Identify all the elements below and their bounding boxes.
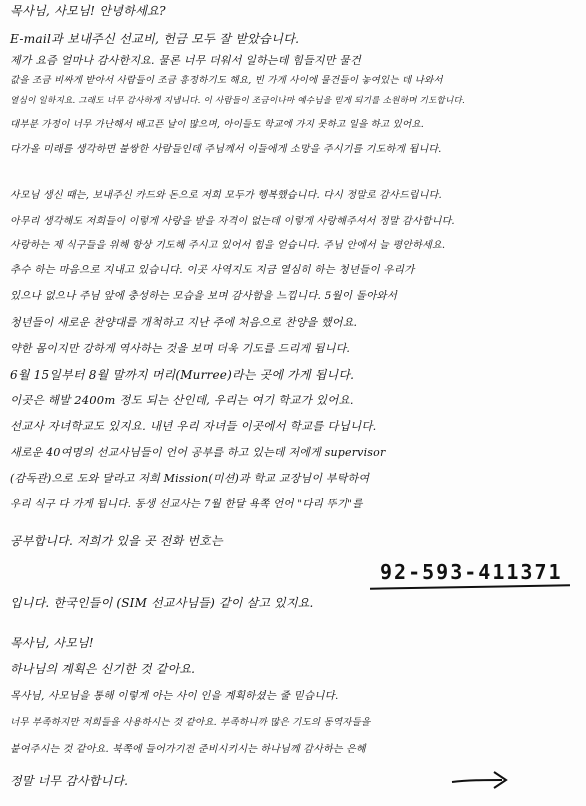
arrow-right-icon xyxy=(450,768,510,792)
letter-line-4: 값을 조금 비싸게 받아서 사람들이 조금 흥정하기도 해요, 빈 가게 사이에 물건들이 놓여있는 데 나와서 xyxy=(10,75,443,86)
letter-line-12: 있으나 없으나 주님 앞에 충성하는 모습을 보며 감사함을 느낍니다. 5월이 돌아와서 xyxy=(10,290,398,302)
letter-line-20: 우리 식구 다 가게 됩니다. 동생 선교사는 7월 한달 욕쪽 언어 "다리 뚜기"를 xyxy=(10,498,363,510)
letter-line-19: (감독관)으로 도와 달라고 저희 Mission(미션)과 학교 교장님이 부탁하여 xyxy=(10,472,370,485)
letter-line-17: 선교사 자녀학교도 있지요. 내년 우리 자녀들 이곳에서 학교를 다닙니다. xyxy=(10,419,377,433)
letter-line-28: 정말 너무 감사합니다. xyxy=(10,774,129,788)
letter-line-1: 목사님, 사모님! 안녕하세요? xyxy=(10,4,166,18)
letter-line-23: 목사님, 사모님! xyxy=(10,636,94,650)
letter-line-2: E-mail과 보내주신 선교비, 헌금 모두 잘 받았습니다. xyxy=(10,32,300,46)
letter-line-3: 제가 요즘 얼마나 감사한지요. 물론 너무 더워서 일하는데 힘들지만 물건 xyxy=(10,54,361,67)
letter-line-5: 열심이 일하지요. 그래도 너무 감사하게 지냅니다. 이 사람들이 조금이나마 예수님을 믿게 되기를 소원하며 기도합니다. xyxy=(10,96,465,106)
letter-line-18: 새로운 40여명의 선교사님들이 언어 공부를 하고 있는데 저에게 supervisor xyxy=(10,446,386,459)
letter-line-10: 사랑하는 제 식구들을 위해 항상 기도해 주시고 있어서 힘을 얻습니다. 주님 안에서 늘 평안하세요. xyxy=(10,240,446,251)
letter-line-14: 약한 몸이지만 강하게 역사하는 것을 보며 더욱 기도를 드리게 됩니다. xyxy=(10,342,351,355)
letter-line-22: 입니다. 한국인들이 (SIM 선교사님들) 같이 살고 있지요. xyxy=(10,596,314,610)
letter-line-15: 6월 15일부터 8월 말까지 머리(Murree)라는 곳에 가게 됩니다. xyxy=(10,368,355,382)
letter-line-13: 청년들이 새로운 찬양대를 개척하고 지난 주에 처음으로 찬양을 했어요. xyxy=(10,316,358,329)
letter-line-8: 사모님 생신 때는, 보내주신 카드와 돈으로 저희 모두가 행복했습니다. 다시 정말로 감사드립니다. xyxy=(10,190,442,201)
letter-line-27: 붙여주시는 것 같아요. 북쪽에 들어가기전 준비시키시는 하나님께 감사하는 은혜 xyxy=(10,744,366,755)
letter-line-26: 너무 부족하지만 저희들을 사용하시는 것 같아요. 부족하니까 많은 기도의 동역자들을 xyxy=(10,717,371,728)
letter-line-9: 아무리 생각해도 저희들이 이렇게 사랑을 받을 자격이 없는데 이렇게 사랑해주셔서 정말 감사합니다. xyxy=(10,216,455,227)
letter-line-21: 공부합니다. 저희가 있을 곳 전화 번호는 xyxy=(10,534,223,548)
letter-line-25: 목사님, 사모님을 통해 이렇게 아는 사이 인을 계획하셨는 줄 믿습니다. xyxy=(10,690,339,702)
phone-number: 92-593-411371 xyxy=(380,560,563,584)
letter-line-7: 다가올 미래를 생각하면 불쌍한 사람들인데 주님께서 이들에게 소망을 주시기를 기도하게 됩니다. xyxy=(10,144,442,155)
letter-line-24: 하나님의 계획은 신기한 것 같아요. xyxy=(10,662,196,676)
letter-line-16: 이곳은 해발 2400m 정도 되는 산인데, 우리는 여기 학교가 있어요. xyxy=(10,393,354,407)
letter-line-6: 대부분 가정이 너무 가난해서 배고픈 날이 많으며, 아이들도 학교에 가지 못하고 일을 하고 있어요. xyxy=(10,119,425,130)
letter-line-11: 추수 하는 마음으로 지내고 있습니다. 이곳 사역지도 지금 열심히 하는 청년들이 우리가 xyxy=(10,264,415,276)
phone-underline xyxy=(370,584,570,589)
